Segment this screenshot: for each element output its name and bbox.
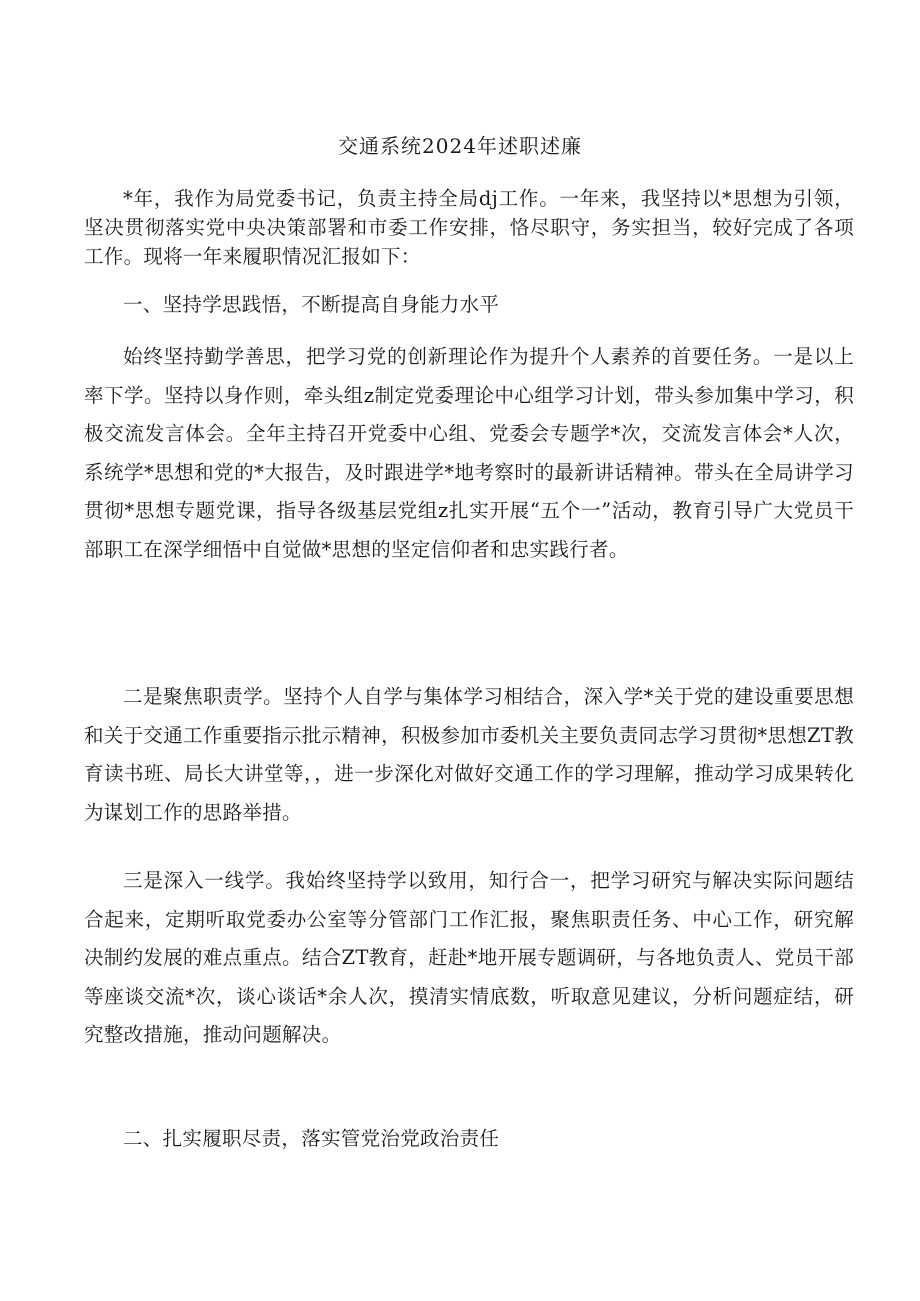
intro-paragraph: *年，我作为局党委书记，负责主持全局dj工作。一年来，我坚持以*思想为引领，坚决贯彻落实党中央决策部署和市委工作安排，恪尽职守，务实担当，较好完成了各项工作。现将一年来履职情况汇报如下： [84, 187, 854, 268]
body-paragraph-3: 三是深入一线学。我始终坚持学以致用，知行合一，把学习研究与解决实际问题结合起来，定期听取党委办公室等分管部门工作汇报，聚焦职责任务、中心工作，研究解决制约发展的难点重点。结合ZT教育，赶赴*地开展专题调研，与各地负责人、党员干部等座谈交流*次，谈心谈话*余人次，摸清实情底数，听取意见建议，分析问题症结，研究整改措施，推动问题解决。 [84, 869, 854, 1046]
document-title: 交通系统2024年述职述廉 [338, 134, 582, 158]
body-paragraph-1: 始终坚持勤学善思，把学习党的创新理论作为提升个人素养的首要任务。一是以上率下学。坚持以身作则，牵头组z制定党委理论中心组学习计划，带头参加集中学习，积极交流发言体会。全年主持召开党委中心组、党委会专题学*次，交流发言体会*人次，系统学*思想和党的*大报告，及时跟进学*地考察时的最新讲话精神。带头在全局讲学习贯彻*思想专题党课，指导各级基层党组z扎实开展“五个一”活动，教育引导广大党员干部职工在深学细悟中自觉做*思想的坚定信仰者和忠实践行者。 [84, 345, 854, 561]
body-paragraph-2: 二是聚焦职责学。坚持个人自学与集体学习相结合，深入学*关于党的建设重要思想和关于交通工作重要指示批示精神，积极参加市委机关主要负责同志学习贯彻*思想ZT教育读书班、局长大讲堂等，，进一步深化对做好交通工作的学习理解，推动学习成果转化为谋划工作的思路举措。 [84, 685, 854, 824]
section-heading-1: 一、坚持学思践悟，不断提高自身能力水平 [123, 293, 500, 316]
section-heading-2: 二、扎实履职尽责，落实管党治党政治责任 [123, 1127, 500, 1150]
